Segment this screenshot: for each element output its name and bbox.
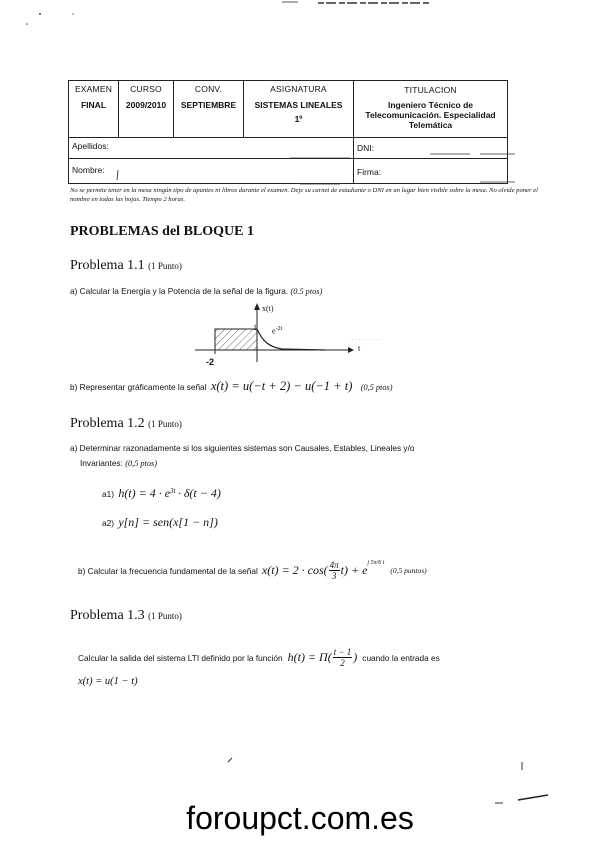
signal-figure-exp bbox=[272, 326, 282, 336]
problem-1-2-b-frac-den: 3 bbox=[331, 571, 337, 581]
problem-1-3-h-fraction bbox=[333, 647, 353, 668]
signal-figure-t-arrow bbox=[348, 347, 354, 353]
problem-1-2-b-formula-b: t) + e bbox=[340, 563, 368, 577]
problem-1-3-h-close: ) bbox=[353, 650, 358, 664]
exam-instructions-note: No se permite tener en la mesa ningún tipo de apuntes ni libros durante el examen. Deje su carnet de estudiante o DNI en un lugar bien visible sobre la mesa. No olvide poner el nombre en todas las hojas. Tiempo 2 horas. bbox=[70, 187, 538, 203]
problem-1-2-b-points: (0,5 puntos) bbox=[390, 566, 427, 575]
problem-1-1-b-formula: x(t) = u(−t + 2) − u(−1 + t) bbox=[210, 379, 353, 393]
problem-1-3-title bbox=[70, 608, 182, 624]
problem-1-3-text-end: cuando la entrada es bbox=[362, 652, 440, 663]
signal-figure bbox=[190, 300, 470, 375]
signal-figure-one: 1 bbox=[253, 323, 257, 332]
firma-label: Firma: bbox=[357, 167, 382, 177]
problem-1-3-text-line bbox=[78, 647, 440, 668]
problem-1-2-b-sup: j 5π/6 t bbox=[367, 560, 385, 566]
asignatura-label: ASIGNATURA bbox=[270, 84, 327, 94]
problem-1-3-points: (1 Punto) bbox=[148, 611, 182, 621]
problem-1-2-b-formula-a: x(t) = 2 · cos( bbox=[261, 563, 328, 577]
problem-1-3-h-formula: h(t) = Π( bbox=[287, 650, 332, 664]
problem-1-1-b-text: b) Representar gráficamente la señal bbox=[70, 382, 207, 392]
signal-figure-x-arrow bbox=[254, 303, 260, 310]
problem-1-2-a1 bbox=[102, 486, 221, 501]
problem-1-1-a-points: (0.5 ptos) bbox=[290, 287, 323, 296]
examen-cell bbox=[69, 81, 119, 137]
problem-1-2-title bbox=[70, 416, 182, 432]
problem-1-1-title bbox=[70, 258, 182, 274]
problem-1-1-a-text: a) Calcular la Energía y la Potencia de la señal de la figura. bbox=[70, 286, 289, 296]
problem-1-3-h-num: t − 1 bbox=[333, 647, 352, 657]
signal-figure-exp-base: e bbox=[272, 326, 276, 336]
problem-1-1-heading: Problema 1.1 bbox=[70, 258, 145, 273]
apellidos-label: Apellidos: bbox=[72, 141, 109, 151]
problem-1-2-heading: Problema 1.2 bbox=[70, 416, 145, 431]
asignatura-value: SISTEMAS LINEALES bbox=[254, 100, 343, 110]
problem-1-2-points: (1 Punto) bbox=[148, 419, 182, 429]
header-underlines bbox=[60, 130, 520, 190]
signal-figure-hatched-region bbox=[215, 329, 257, 350]
signal-figure-xlabel: t bbox=[358, 344, 361, 353]
block-title: PROBLEMAS del BLOQUE 1 bbox=[70, 224, 254, 239]
nombre-label: Nombre: bbox=[72, 165, 105, 175]
problem-1-3-heading: Problema 1.3 bbox=[70, 608, 145, 623]
asignatura-cell bbox=[244, 81, 354, 137]
curso-label: CURSO bbox=[130, 84, 162, 94]
problem-1-3-x-formula: x(t) = u(1 − t) bbox=[78, 676, 138, 687]
problem-1-1-a bbox=[70, 286, 322, 296]
examen-label: EXAMEN bbox=[74, 84, 113, 94]
problem-1-2-a2 bbox=[102, 515, 218, 530]
problem-1-2-a1-label: a1) bbox=[102, 489, 114, 499]
scan-marks-top bbox=[0, 0, 600, 30]
problem-1-2-a-text: a) Determinar razonadamente si los siguientes sistemas son Causales, Estables, Lineales y/o bbox=[70, 443, 415, 453]
signal-figure-ylabel: x(t) bbox=[262, 304, 274, 313]
conv-label: CONV. bbox=[194, 84, 223, 94]
signal-figure-minus2: -2 bbox=[206, 357, 215, 367]
signal-figure-exponential-curve bbox=[257, 326, 325, 350]
problem-1-2-a-text2: Invariantes: bbox=[80, 458, 123, 468]
problem-1-2-b-frac-num: 4π bbox=[329, 560, 339, 570]
problem-1-3-h-den: 2 bbox=[340, 658, 345, 668]
problem-1-2-a2-label: a2) bbox=[102, 518, 114, 528]
problem-1-2-b-text: b) Calcular la frecuencia fundamental de la señal bbox=[78, 565, 258, 576]
curso-value: 2009/2010 bbox=[125, 100, 167, 110]
problem-1-2-a2-formula: y[n] = sen(x[1 − n]) bbox=[118, 515, 218, 529]
conv-cell bbox=[174, 81, 244, 137]
problem-1-2-a1-sup: 3t bbox=[170, 487, 176, 496]
problem-1-2-a-line2 bbox=[80, 458, 157, 468]
titulacion-label: TITULACION bbox=[404, 85, 457, 95]
problem-1-2-a1-formula: h(t) = 4 · e bbox=[118, 486, 171, 500]
problem-1-2-a-points: (0,5 ptos) bbox=[125, 459, 158, 468]
problem-1-2-b-fraction bbox=[329, 560, 340, 581]
problem-1-1-b bbox=[70, 379, 393, 394]
footer-watermark: foroupct.com.es bbox=[186, 800, 414, 836]
asignatura-course: 1º bbox=[294, 114, 303, 124]
signal-figure-faint-scan-text: · · · · · · · · · · bbox=[348, 336, 382, 344]
titulacion-cell bbox=[354, 81, 507, 137]
problem-1-2-b bbox=[78, 560, 427, 581]
problem-1-1-points: (1 Punto) bbox=[148, 261, 182, 271]
signal-figure-exp-sup: -2t bbox=[275, 326, 283, 332]
titulacion-value: Ingeniero Técnico de Telecomunicación. Especialidad Telemática bbox=[365, 100, 496, 130]
problem-1-3-input bbox=[78, 676, 138, 687]
examen-value: FINAL bbox=[80, 100, 107, 110]
problem-1-3-text: Calcular la salida del sistema LTI definido por la función bbox=[78, 652, 283, 663]
conv-value: SEPTIEMBRE bbox=[180, 100, 237, 110]
problem-1-1-b-points: (0,5 ptos) bbox=[360, 383, 393, 392]
curso-cell bbox=[119, 81, 174, 137]
problem-1-2-a1-rest: · δ(t − 4) bbox=[177, 486, 221, 500]
dni-label: DNI: bbox=[357, 143, 374, 153]
